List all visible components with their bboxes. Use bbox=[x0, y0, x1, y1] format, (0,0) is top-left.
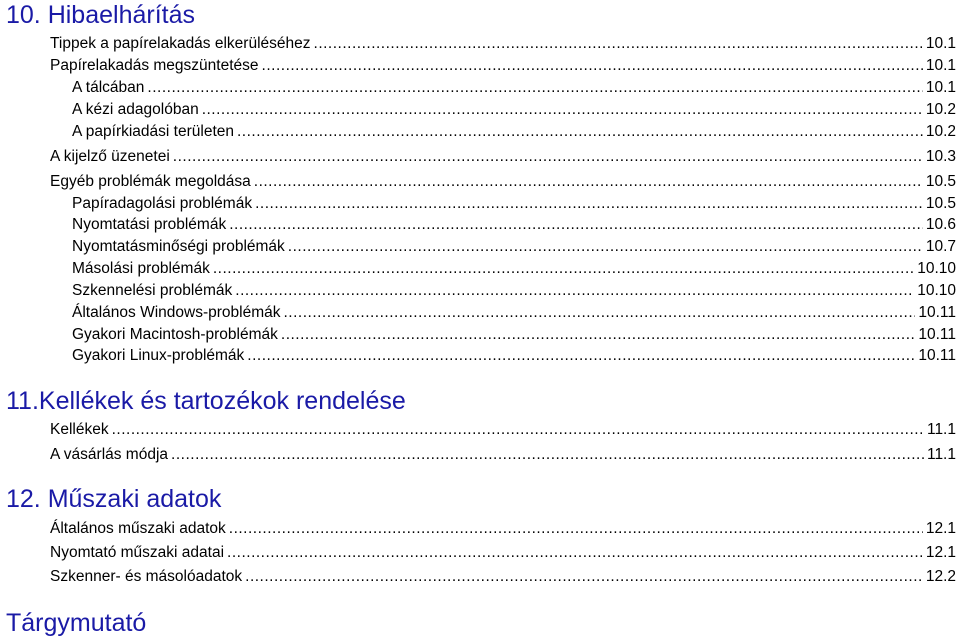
toc-entry[interactable] bbox=[50, 171, 956, 192]
dot-leader bbox=[254, 171, 923, 192]
dot-leader bbox=[281, 324, 915, 345]
dot-leader bbox=[245, 566, 923, 587]
toc-entry-label: Egyéb problémák megoldása bbox=[50, 173, 251, 190]
dot-leader bbox=[112, 419, 924, 440]
toc-entry-page: 10.10 bbox=[917, 260, 956, 277]
dot-leader bbox=[227, 542, 923, 563]
toc-entry[interactable] bbox=[50, 146, 956, 167]
dot-leader bbox=[255, 193, 923, 214]
toc-entry[interactable] bbox=[50, 542, 956, 563]
dot-leader bbox=[147, 77, 922, 98]
toc-entry-page: 10.1 bbox=[925, 79, 956, 96]
toc-entry[interactable] bbox=[50, 518, 956, 539]
toc-entry[interactable] bbox=[72, 99, 956, 120]
dot-leader bbox=[247, 345, 915, 366]
toc-entry[interactable] bbox=[50, 566, 956, 587]
toc-entry[interactable] bbox=[50, 33, 956, 54]
toc-entry-page: 10.10 bbox=[917, 282, 956, 299]
toc-entry-label: A tálcában bbox=[72, 79, 145, 96]
toc-entry-label: A papírkiadási területen bbox=[72, 123, 234, 140]
dot-leader bbox=[288, 236, 923, 257]
dot-leader bbox=[173, 146, 923, 167]
toc-entry[interactable] bbox=[72, 324, 956, 345]
toc-entry-page: 10.11 bbox=[918, 304, 956, 321]
dot-leader bbox=[202, 99, 923, 120]
toc-entry-page: 10.11 bbox=[918, 347, 956, 364]
toc-entry-label: Gyakori Linux-problémák bbox=[72, 347, 245, 364]
toc-entry[interactable] bbox=[72, 345, 956, 366]
toc-entry-page: 10.1 bbox=[925, 57, 956, 74]
chapter-heading-11[interactable]: 11.Kellékek és tartozékok rendelése bbox=[6, 387, 406, 415]
toc-entry-page: 11.1 bbox=[926, 421, 956, 438]
toc-entry-page: 10.1 bbox=[925, 35, 956, 52]
toc-entry[interactable] bbox=[72, 214, 956, 235]
toc-entry-label: Tippek a papírelakadás elkerüléséhez bbox=[50, 35, 311, 52]
toc-entry-label: Általános Windows-problémák bbox=[72, 304, 281, 321]
toc-entry-label: A kijelző üzenetei bbox=[50, 148, 170, 165]
toc-entry[interactable] bbox=[50, 55, 956, 76]
chapter-heading-10[interactable]: 10. Hibaelhárítás bbox=[6, 1, 196, 29]
toc-entry-label: Kellékek bbox=[50, 421, 109, 438]
toc-entry[interactable] bbox=[50, 444, 956, 465]
toc-entry-label: Gyakori Macintosh-problémák bbox=[72, 326, 278, 343]
toc-entry-page: 12.1 bbox=[925, 520, 956, 537]
toc-entry-label: Papíradagolási problémák bbox=[72, 195, 253, 212]
toc-entry-page: 10.3 bbox=[925, 148, 956, 165]
dot-leader bbox=[171, 444, 924, 465]
index-heading[interactable]: Tárgymutató bbox=[6, 609, 147, 637]
toc-entry[interactable] bbox=[72, 193, 956, 214]
toc-entry-label: Szkennelési problémák bbox=[72, 282, 233, 299]
toc-entry-label: Szkenner- és másolóadatok bbox=[50, 568, 243, 585]
toc-entry-page: 10.2 bbox=[925, 101, 956, 118]
toc-entry-page: 10.7 bbox=[925, 238, 956, 255]
toc-entry-page: 10.2 bbox=[925, 123, 956, 140]
toc-entry-page: 11.1 bbox=[926, 446, 956, 463]
toc-entry[interactable] bbox=[72, 302, 956, 323]
toc-entry-label: Papírelakadás megszüntetése bbox=[50, 57, 259, 74]
dot-leader bbox=[235, 280, 914, 301]
toc-entry[interactable] bbox=[72, 258, 956, 279]
chapter-heading-12[interactable]: 12. Műszaki adatok bbox=[6, 485, 222, 513]
dot-leader bbox=[213, 258, 914, 279]
toc-entry-page: 12.2 bbox=[925, 568, 956, 585]
toc-entry-page: 10.6 bbox=[925, 216, 956, 233]
toc-entry-label: Nyomtató műszaki adatai bbox=[50, 544, 225, 561]
toc-entry[interactable] bbox=[72, 121, 956, 142]
dot-leader bbox=[262, 55, 923, 76]
dot-leader bbox=[314, 33, 923, 54]
toc-entry-page: 10.5 bbox=[925, 195, 956, 212]
toc-entry-label: Nyomtatásminőségi problémák bbox=[72, 238, 285, 255]
toc-entry-page: 10.5 bbox=[925, 173, 956, 190]
dot-leader bbox=[229, 518, 923, 539]
toc-entry[interactable] bbox=[72, 280, 956, 301]
toc-entry[interactable] bbox=[72, 77, 956, 98]
toc-entry-page: 10.11 bbox=[918, 326, 956, 343]
toc-entry-label: A kézi adagolóban bbox=[72, 101, 199, 118]
toc-entry-label: Másolási problémák bbox=[72, 260, 210, 277]
toc-entry-page: 12.1 bbox=[925, 544, 956, 561]
toc-entry-label: A vásárlás módja bbox=[50, 446, 169, 463]
dot-leader bbox=[283, 302, 915, 323]
toc-entry[interactable] bbox=[50, 419, 956, 440]
dot-leader bbox=[237, 121, 923, 142]
toc-entry-label: Általános műszaki adatok bbox=[50, 520, 226, 537]
dot-leader bbox=[229, 214, 923, 235]
toc-entry-label: Nyomtatási problémák bbox=[72, 216, 227, 233]
toc-entry[interactable] bbox=[72, 236, 956, 257]
